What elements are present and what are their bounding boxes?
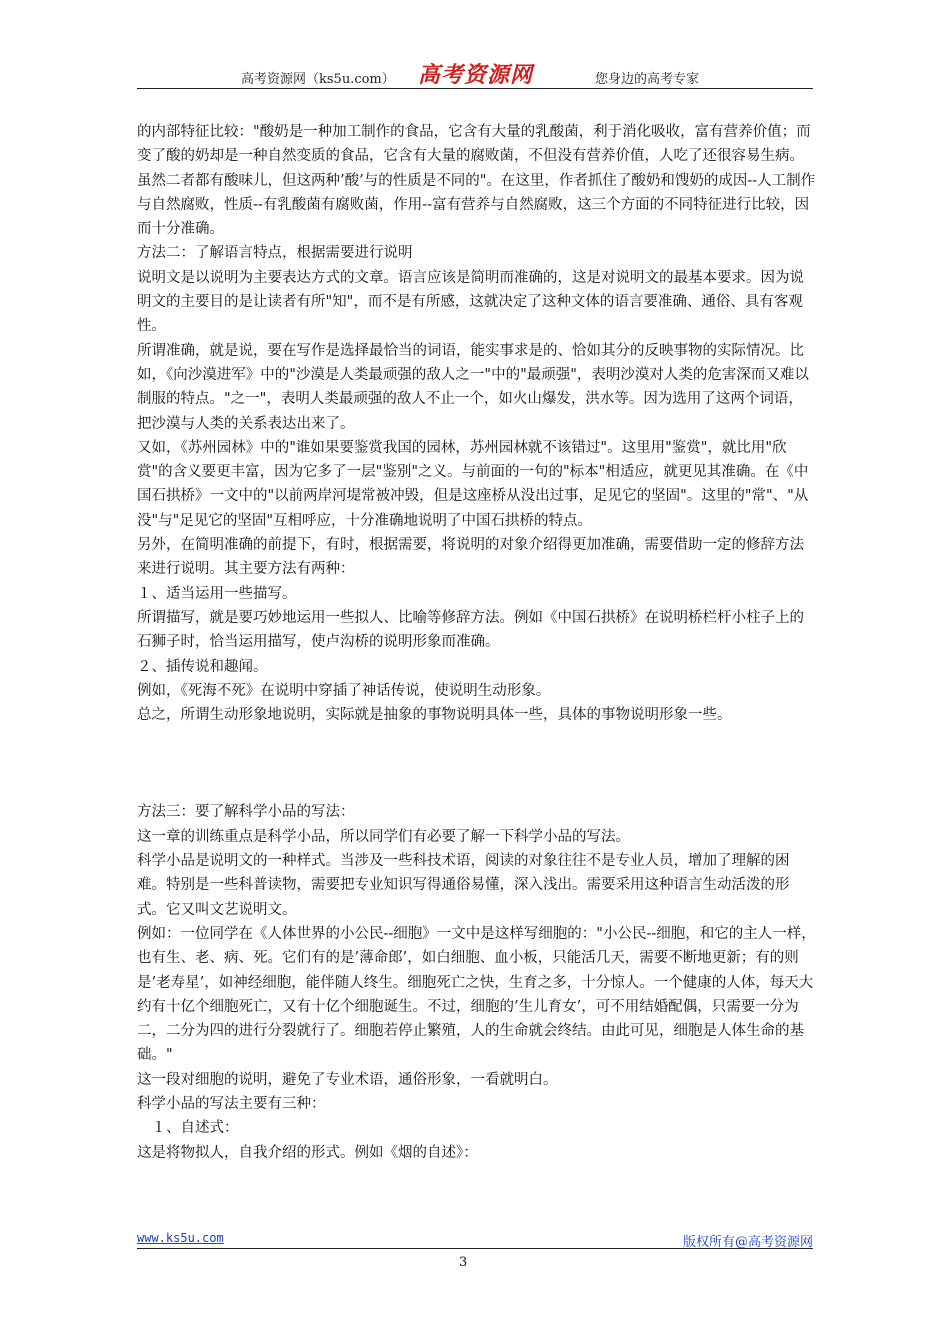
paragraph: 所谓描写，就是要巧妙地运用一些拟人、比喻等修辞方法。例如《中国石拱桥》在说明桥栏杆小柱子上的石狮子时，恰当运用描写，使卢沟桥的说明形象而准确。 <box>137 609 804 651</box>
paragraph: 总之，所谓生动形象地说明，实际就是抽象的事物说明具体一些，具体的事物说明形象一些。 <box>137 707 732 724</box>
list-item: １、适当运用一些描写。 <box>137 585 297 602</box>
page-number: 3 <box>459 1255 468 1270</box>
section-heading-method-3: 方法三：要了解科学小品的写法： <box>137 804 355 821</box>
paragraph: 说明文是以说明为主要表达方式的文章。语言应该是简明而准确的，这是对说明文的最基本要求。因为说明文的主要目的是让读者有所"知"，而不是有所感，这就决定了这种文体的语言要准确、通俗、具有客观性。 <box>137 269 804 335</box>
paragraph: 科学小品是说明文的一种样式。当涉及一些科技术语，阅读的对象往往不是专业人员，增加了理解的困难。特别是一些科普读物，需要把专业知识写得通俗易懂，深入浅出。需要采用这种语言生动活泼的形式。它又叫文艺说明文。 <box>137 853 790 918</box>
paragraph: 又如，《苏州园林》中的"谁如果要鉴赏我国的园林，苏州园林就不该错过"。这里用"鉴赏"，就比用"欣赏"的含义要更丰富，因为它多了一层"鉴别"之义。与前面的一句的"标本"相适应，就更见其准确。在《中国石拱桥》一文中的"以前两岸河堤常被冲毁，但是这座桥从没出过事，足见它的坚固"。这里的"常"、"从没"与"足见它的坚固"互相呼应，十分准确地说明了中国石拱桥的特点。 <box>137 439 809 529</box>
list-item: ２、插传说和趣闻。 <box>137 658 268 675</box>
paragraph: 另外，在简明准确的前提下，有时，根据需要，将说明的对象介绍得更加准确，需要借助一定的修辞方法来进行说明。其主要方法有两种： <box>137 537 804 578</box>
header-logo: 高考资源网 <box>418 62 534 88</box>
header-site-name: 高考资源网（ks5u.com） <box>241 72 395 87</box>
list-item: １、自述式： <box>137 1120 239 1137</box>
page-header <box>137 58 813 89</box>
paragraph: 所谓准确，就是说，要在写作是选择最恰当的词语，能实事求是的、恰如其分的反映事物的实际情况。比如，《向沙漠进军》中的"沙漠是人类最顽强的敌人之一"中的"最顽强"，表明沙漠对人类的危害深而又难以制服的特点。"之一"，表明人类最顽强的敌人不止一个，如火山爆发，洪水等。因为选用了这两个词语，把沙漠与人类的关系表达出来了。 <box>137 342 809 432</box>
blank-space <box>137 727 817 800</box>
footer-copyright: 版权所有@高考资源网 <box>682 1235 813 1250</box>
section-heading-method-2: 方法二：了解语言特点，根据需要进行说明 <box>137 245 413 262</box>
footer-url-link[interactable]: www.ks5u.com <box>137 1231 224 1245</box>
paragraph: 科学小品的写法主要有三种： <box>137 1095 326 1112</box>
paragraph: 的内部特征比较："酸奶是一种加工制作的食品，它含有大量的乳酸菌，利于消化吸收，富有营养价值；而变了酸的奶却是一种自然变质的食品，它含有大量的腐败菌，不但没有营养价值，人吃了还很容易生病。虽然二者都有酸味儿，但这两种’酸’与的性质是不同的"。在这里，作者抓住了酸奶和馊奶的成因--人工制作与自然腐败，性质--有乳酸菌有腐败菌，作用--富有营养与自然腐败，这三个方面的不同特征进行比较，因而十分准确。 <box>137 124 816 238</box>
paragraph: 例如：一位同学在《人体世界的小公民--细胞》一文中是这样写细胞的："小公民--细胞，和它的主人一样，也有生、老、病、死。它们有的是’薄命郎’，如白细胞、血小板，只能活几天，需要不断地更新；有的则是’老寿星’，如神经细胞，能伴随人终生。细胞死亡之快，生育之多，十分惊人。一个健康的人体，每天大约有十亿个细胞死亡，又有十亿个细胞诞生。不过，细胞的’生儿育女’，可不用结婚配偶，只需要一分为二，二分为四的进行分裂就行了。细胞若停止繁殖，人的生命就会终结。由此可见，细胞是人体生命的基础。" <box>137 925 816 1064</box>
paragraph: 这是将物拟人，自我介绍的形式。例如《烟的自述》： <box>137 1144 478 1161</box>
page-footer <box>137 1231 813 1270</box>
paragraph: 例如，《死海不死》在说明中穿插了神话传说，使说明生动形象。 <box>137 682 551 699</box>
header-slogan: 您身边的高考专家 <box>595 72 700 87</box>
paragraph: 这一章的训练重点是科学小品，所以同学们有必要了解一下科学小品的写法。 <box>137 828 630 845</box>
paragraph: 这一段对细胞的说明，避免了专业术语，通俗形象，一看就明白。 <box>137 1071 558 1088</box>
document-body <box>137 120 817 1165</box>
